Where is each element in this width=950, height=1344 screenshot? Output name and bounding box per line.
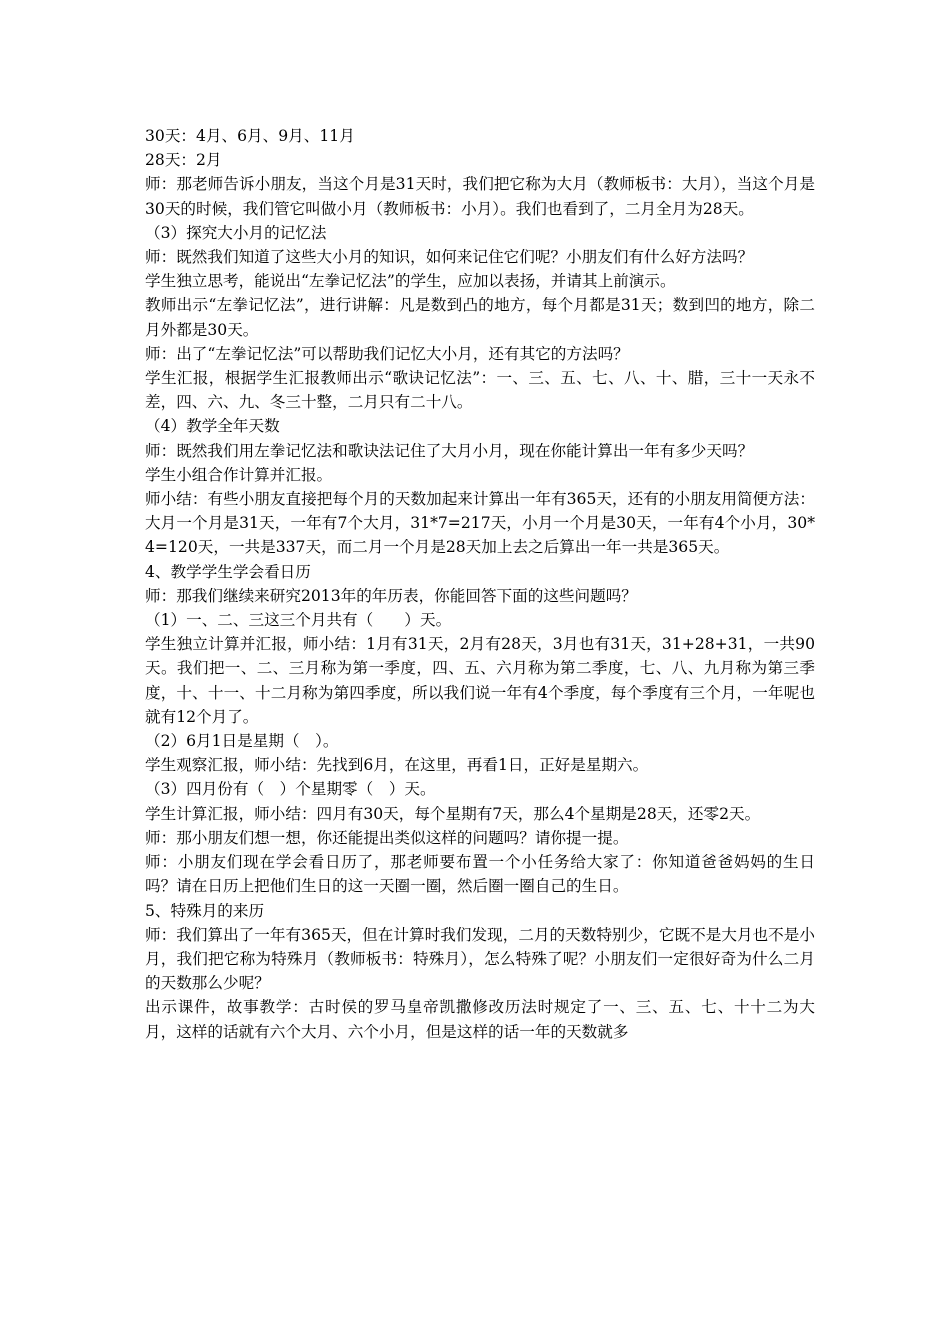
paragraph-rhyme-method: 学生汇报，根据学生汇报教师出示“歌诀记忆法”：一、三、五、七、八、十、腊，三十一天永不差，四、六、九、冬三十整，二月只有二十八。: [145, 369, 815, 412]
paragraph-birthday-task: 师：小朋友们现在学会看日历了，那老师要布置一个小任务给大家了：你知道爸爸妈妈的生日吗？请在日历上把他们生日的这一天圈一圈，然后圈一圈自己的生日。: [145, 853, 815, 896]
paragraph-similar-questions: 师：那小朋友们想一想，你还能提出类似这样的问题吗？请你提一提。: [145, 828, 629, 847]
paragraph-fist-method: 教师出示“左拳记忆法”，进行讲解：凡是数到凸的地方，每个月都是31天；数到凹的地方，除二月外都是30天。: [145, 296, 815, 339]
section-heading-reading-calendar: 4、教学学生学会看日历: [145, 562, 311, 581]
paragraph-big-small-month-definition: 师：那老师告诉小朋友，当这个月是31天时，我们把它称为大月（教师板书：大月），当这个月是30天的时候，我们管它叫做小月（教师板书：小月）。我们也看到了，二月全月为28天。: [145, 175, 815, 218]
paragraph-caesar-story: 出示课件，故事教学：古时侯的罗马皇帝凯撒修改历法时规定了一、三、五、七、十十二为大月，这样的话就有六个大月、六个小月，但是这样的话一年的天数就多: [145, 998, 815, 1041]
paragraph-april-weeks-answer: 学生计算汇报，师小结：四月有30天，每个星期有7天，那么4个星期是28天，还零2天。: [145, 804, 761, 823]
question-first-quarter-days: （1）一、二、三这三个月共有（ ）天。: [145, 611, 452, 630]
paragraph-special-month-intro: 师：我们算出了一年有365天，但在计算时我们发现，二月的天数特别少，它既不是大月也不是小月，我们把它称为特殊月（教师板书：特殊月），怎么特殊了呢？小朋友们一定很好奇为什么二月的天数那么少呢？: [145, 925, 815, 993]
paragraph-other-methods-question: 师：出了“左拳记忆法”可以帮助我们记忆大小月，还有其它的方法吗？: [145, 344, 629, 363]
paragraph-quarters-summary: 学生独立计算并汇报，师小结：1月有31天，2月有28天，3月也有31天，31+28+31，一共90天。我们把一、二、三月称为第一季度，四、五、六月称为第二季度，七、八、九月称为第三季度，十、十一、十二月称为第四季度，所以我们说一年有4个季度，每个季度有三个月，一年呢也就有12个月了。: [145, 635, 815, 726]
paragraph-june-first-answer: 学生观察汇报，师小结：先找到6月，在这里，再看1日，正好是星期六。: [145, 756, 649, 775]
paragraph-30-day-months: 30天：4月、6月、9月、11月: [145, 127, 355, 145]
question-april-weeks: （3）四月份有（ ）个星期零（ ）天。: [145, 780, 436, 799]
section-heading-special-month: 5、特殊月的来历: [145, 901, 265, 920]
paragraph-student-thinking: 学生独立思考，能说出“左拳记忆法”的学生，应加以表扬，并请其上前演示。: [145, 272, 676, 291]
section-heading-year-days: （4）教学全年天数: [145, 417, 280, 436]
question-june-first-weekday: （2）6月1日是星期（ ）。: [145, 732, 339, 751]
paragraph-year-days-summary: 师小结：有些小朋友直接把每个月的天数加起来计算出一年有365天，还有的小朋友用简便方法：大月一个月是31天，一年有7个大月，31*7=217天，小月一个月是30天，一年有4个小月，30*4=120天，一共是337天，而二月一个月是28天加上去之后算出一年一共是365天。: [145, 490, 815, 557]
paragraph-calendar-question: 师：那我们继续来研究2013年的年历表，你能回答下面的这些问题吗？: [145, 586, 637, 605]
paragraph-28-day-month: 28天：2月: [145, 151, 222, 170]
paragraph-year-days-question: 师：既然我们用左拳记忆法和歌诀法记住了大月小月，现在你能计算出一年有多少天吗？: [145, 441, 754, 460]
paragraph-group-work: 学生小组合作计算并汇报。: [145, 465, 333, 484]
paragraph-teacher-question: 师：既然我们知道了这些大小月的知识，如何来记住它们呢？小朋友们有什么好方法吗？: [145, 248, 754, 267]
section-heading-memory-methods: （3）探究大小月的记忆法: [145, 223, 327, 242]
document-page: [145, 124, 815, 1044]
